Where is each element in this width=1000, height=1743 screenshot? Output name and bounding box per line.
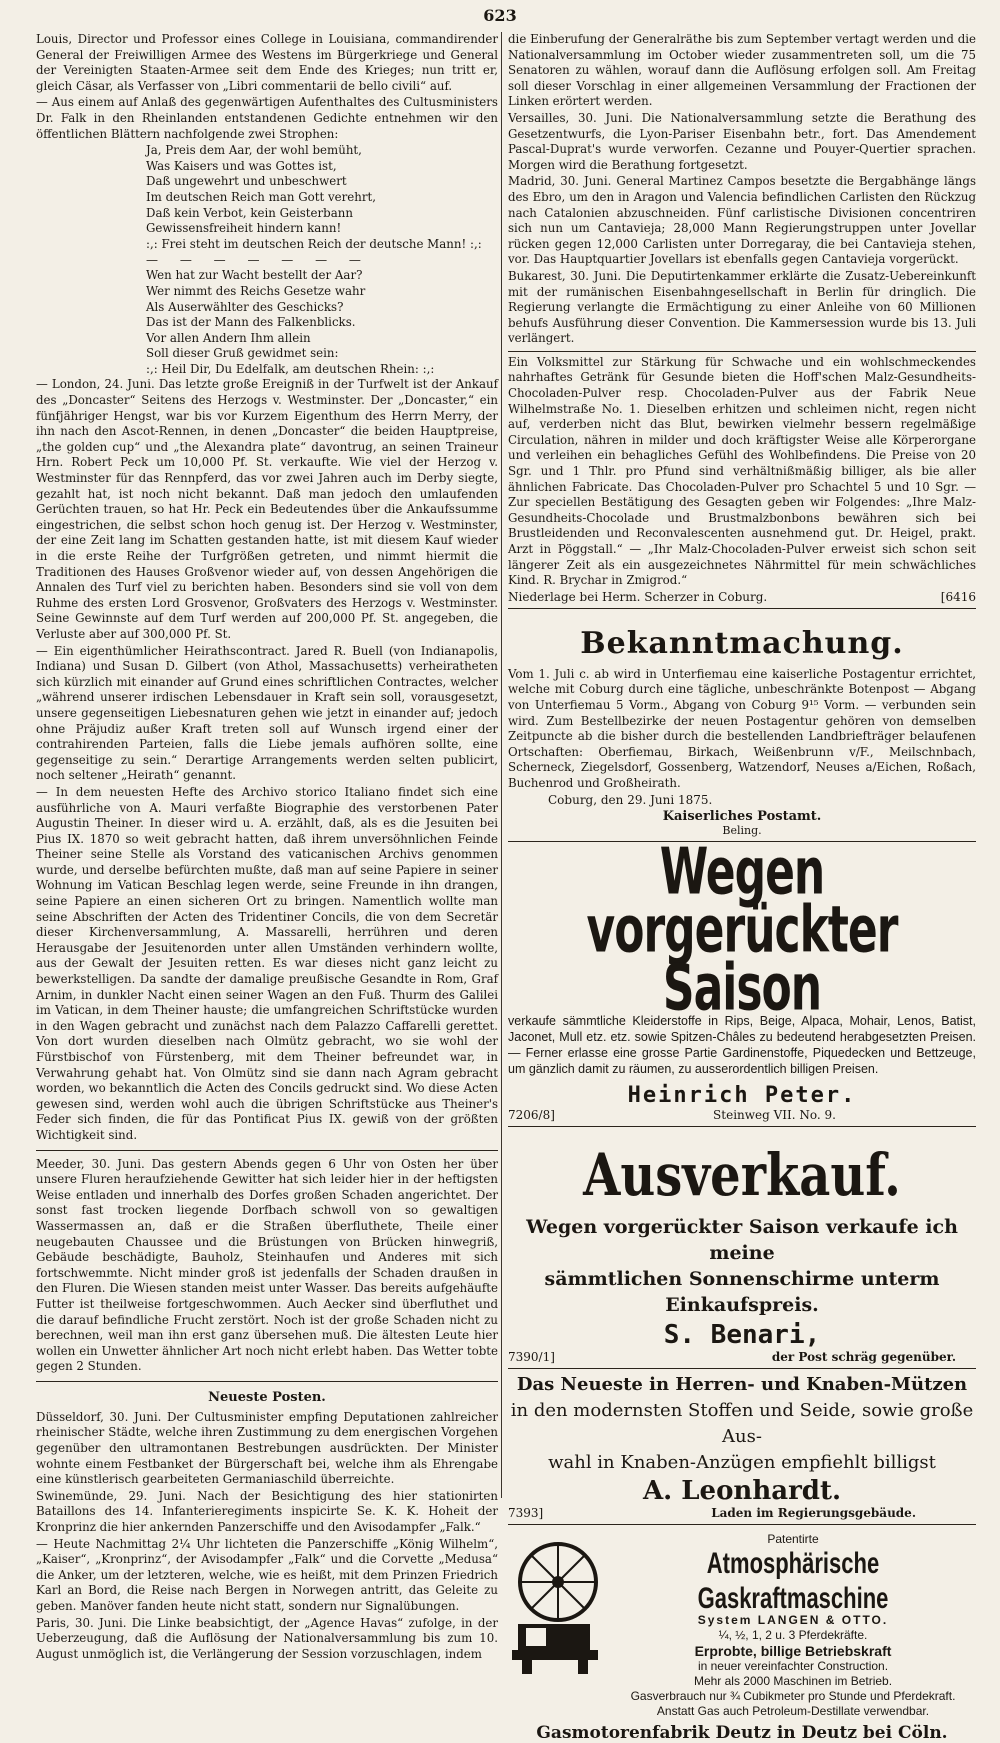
- section-heading-latest-news: Neueste Posten.: [208, 1389, 326, 1405]
- ad-headline: Wegen vorgerückter Saison: [586, 834, 898, 1025]
- ad-line: wahl in Knaben-Anzügen empfiehlt billigst: [548, 1451, 936, 1473]
- poem-separator: — — — — — — —: [146, 253, 370, 268]
- ad-firm-name: Heinrich Peter.: [627, 1082, 857, 1108]
- ad-line: Erprobte, billige Betriebskraft: [694, 1642, 892, 1659]
- ad-line: in den modernsten Stoffen und Seide, sowie große Aus-: [510, 1399, 974, 1447]
- ad-dealer: Niederlage bei Herm. Scherzer in Coburg.: [508, 589, 768, 604]
- gas-engine-icon: [508, 1532, 602, 1677]
- poem-line: Daß kein Verbot, kein Geisterbann: [146, 205, 353, 220]
- notice-date: Coburg, den 29. Juni 1875.: [548, 792, 713, 807]
- poem-line: Im deutschen Reich man Gott verehrt,: [146, 189, 376, 204]
- notice-title: Bekanntmachung.: [580, 625, 904, 661]
- poem-line: Wer nimmt des Reichs Gesetze wahr: [146, 283, 366, 298]
- ad-footer: [508, 1350, 976, 1364]
- poem-line: Als Auserwählter des Geschicks?: [146, 299, 344, 314]
- column-divider: [501, 32, 502, 1498]
- article-versailles: Versailles, 30. Juni. Die Nationalversammlung setzte die Berathung des Gesetzentwurfs, die Lyon-Pariser Eisenbahn betr., fort. Das Amendement Pascal-Duprat's wurde verworfen. Cezanne und Pouyer-Quertier sprachen. Morgen wird die Berathung fortgesetzt.: [508, 110, 976, 172]
- poem-line: Was Kaisers und was Gottes ist,: [146, 158, 337, 173]
- ad-address: Laden im Regierungsgebäude.: [711, 1505, 916, 1520]
- poem-line: :,: Heil Dir, Du Edelfalk, am deutschen Rhein: :,:: [146, 361, 435, 376]
- ad-footer: [508, 590, 976, 604]
- ad-subline: sämmtlichen Sonnenschirme unterm Einkaufspreis.: [544, 1267, 940, 1316]
- article-duesseldorf: Düsseldorf, 30. Juni. Der Cultusminister empfing Deputationen zahlreicher rheinischer Städte, welche ihren Zustimmung zu dem energischen Vorgehen gegenüber den ultramontanen Bestrebungen ausdrückten. Der Minister wohnte einem Festbanket der Bürgerschaft bei, welche ihm als Ehrengabe eine künstlerisch gearbeiteten Germaniaschild überreichte.: [36, 1409, 498, 1487]
- ad-heinrich-peter: [508, 834, 976, 1122]
- notice-text: Vom 1. Juli c. ab wird in Unterfiemau eine kaiserliche Postagentur errichtet, welche mit Coburg durch eine tägliche, unbeschränkte Botenpost — Abgang von Unterfiemau 5 Vorm., Abgang von Coburg 9¹⁵ Vorm. — verbunden sein wird. Zum Bestellbezirke der neuen Postagentur gehören von demselben Zeitpuncte ab die bisher durch die bestellenden Landbriefträger belaufenen Ortschaften: Oberfiemau, Birkach, Weißenbrunn v/F., Meilschnbach, Scherneck, Ziegelsdorf, Gossenberg, Watzendorf, Neuses a/Eichen, Roßach, Buchenrod und Großheirath.: [508, 666, 976, 790]
- ad-line: Anstatt Gas auch Petroleum-Destillate verwendbar.: [656, 1703, 930, 1718]
- ad-footer: [508, 1108, 976, 1122]
- divider: [36, 1381, 498, 1382]
- article-theiner: — In dem neuesten Hefte des Archivo storico Italiano findet sich eine ausführliche von A. Mauri verfaßte Biographie des verstorbenen Pater Augustin Theiner. In dieser wird u. A. erzählt, daß, als es die Jesuiten bei Pius IX. 1870 so weit gebracht hatten, daß ihrem unversöhnlichen Feinde Theiner seine Stelle als Vorstand des vaticanischen Archivs genommen wurde, und derselbe befürchten mußte, daß man auf seine Papiere in seiner Wohnung im Vatican Beschlag legen werde, seine Freunde in ihn drangen, seine Papiere an einen sicheren Ort zu bringen. Namentlich wollte man seine Abschriften der Acten des Tridentiner Concils, die von dem Secretär dieser Kirchenversammlung, A. Massarelli, herrühren und deren Herausgabe der Jesuitenorden unter allen Umständen verhindern wollte, aus der Gewalt der Jesuiten retten. Es war dieses nicht ganz leicht zu bewerkstelligen. Da sandte der damalige preußische Gesandte in Rom, Graf Arnim, in dunkler Nacht einen seiner Wagen an den Fuß. Thurm des Galilei im Vatican, in dem Theiner hauste; die umfangreichen Schriftstücke wurden in den Wagen gebracht und zunächst nach dem Palazzo Caffarelli gerettet. Von dort wurden dieselben nach Olmütz gebracht, wo sie wohl der Fürstbischof von Fürstenberg, mit dem Theiner befreundet war, in Verwahrung gehabt hat. Von Olmütz sind sie dann nach Agram gebracht worden, wo bekanntlich die Acten des Concils gedruckt sind. Wo diese Acten gewesen sind, werden wohl auch die übrigen Schriftstücke aus Theiner's Feder sich finden, die für das Pontificat Pius IX. gewiß von der größten Wichtigkeit sind.: [36, 784, 498, 1142]
- ad-firm-name: Gasmotorenfabrik Deutz in Deutz bei Cöln.: [536, 1722, 948, 1743]
- ad-firm-name: A. Leonhardt.: [642, 1475, 842, 1506]
- ad-line: in neuer vereinfachter Construction.: [697, 1658, 889, 1673]
- ad-line: Mehr als 2000 Maschinen im Betrieb.: [693, 1673, 893, 1688]
- notice-signature: Kaiserliches Postamt.: [662, 808, 822, 824]
- poem-stanza-2: [36, 268, 498, 377]
- notice-name: Beling.: [722, 823, 762, 837]
- article-swinemuende: Swinemünde, 29. Juni. Nach der Besichtigung des hier stationirten Bataillons des 14. Infanterieregiments inspicirte Se. K. K. Hoheit der Kronprinz die hier ankernden Panzerschiffe und den Avisodampfer „Falk.“: [36, 1488, 498, 1535]
- article-marriage-contract: — Ein eigenthümlicher Heirathscontract. Jared R. Buell (von Indianapolis, Indiana) und Susan D. Gilbert (von Athol, Massachusetts) verheiratheten sich kürzlich mit einander auf Grund eines schriftlichen Contractes, welcher „während unserer irdischen Lebensdauer in Kraft sein soll, vorausgesetzt, unsere gegenseitigen Liebesnaturen gehen wie jetzt in einander auf; jedoch ohne Präjudiz außer Kraft treten soll auf Wunsch irgend einer der contrahirenden Parteien, falls die Liebe jemals aufhören sollte, eine gegenseitige zu sein.“ Derartige Arrangements werden selten publicirt, noch seltener „Heirath“ genannt.: [36, 643, 498, 783]
- ad-number: 7390/1]: [508, 1349, 555, 1364]
- poem-line: :,: Frei steht im deutschen Reich der deutsche Mann! :,:: [146, 236, 482, 251]
- article-meeder: Meeder, 30. Juni. Das gestern Abends gegen 6 Uhr von Osten her über unsere Fluren heraufziehende Gewitter hat sich leider hier in der heftigsten Weise entladen und innerhalb des Dorfes großen Schaden angerichtet. Der sonst fast trocken liegende Dorfbach schwoll von so gewaltigen Wassermassen an, daß er die Straßen überfluthete, Theile einer neugebauten Chaussee und die Brüstungen von Brücken hinwegriß, Gebäude beschädigte, Bauholz, Steinhaufen und Anderes mit sich fortschwemmte. Nicht minder groß ist jedenfalls der Schaden draußen in den Fluren. Die Wiesen standen meist unter Wasser. Das bereits aufgehäufte Futter ist theilweise fortgeschwommen. Auch Aecker sind überfluthet und die darauf befindliche Frucht zerstört. Noch ist der große Schaden nicht zu berechnen, weil man ihn erst ganz übersehen muß. Die ältesten Leute hier wollen ein Unwetter ähnlicher Art noch nicht erlebt haben. Das Wetter tobte gegen 2 Stunden.: [36, 1156, 498, 1374]
- poem-line: Das ist der Mann des Falkenblicks.: [146, 315, 356, 330]
- article-paris: Paris, 30. Juni. Die Linke beabsichtigt, der „Agence Havas“ zufolge, in der Ueberzeugung, daß die Auflösung der Nationalversammlung bis zum 10. August unmöglich ist, die Verlängerung der Session vorzuschlagen, indem: [36, 1615, 498, 1661]
- ad-body: [508, 1532, 976, 1719]
- left-column: [36, 32, 498, 1661]
- ad-benari: [508, 1126, 976, 1364]
- ad-gas-engine: [508, 1524, 976, 1743]
- right-column: [508, 32, 976, 1743]
- article-louis: Louis, Director und Professor eines College in Louisiana, commandirender General der Freiwilligen Armee des Westens im Bürgerkriege und General der Vereinigten Staaten-Armee seit dem Ende des Krieges; nun tritt er, gleich Cäsar, als Verfasser von „Libri commentarii de bello civili“ auf.: [36, 32, 498, 93]
- poem-line: Soll dieser Gruß gewidmet sein:: [146, 346, 339, 361]
- ad-firm-name: S. Benari,: [663, 1319, 821, 1350]
- ad-address: der Post schräg gegenüber.: [771, 1349, 956, 1364]
- ad-number: [6416: [940, 589, 976, 604]
- ad-text-block: [610, 1532, 976, 1719]
- poem-line: Ja, Preis dem Aar, der wohl bemüht,: [146, 143, 362, 158]
- ad-number: 7206/8]: [508, 1107, 555, 1122]
- article-london-turf: — London, 24. Juni. Das letzte große Ereigniß in der Turfwelt ist der Ankauf des „Doncaster“ Seitens des Herzogs v. Westminster. Der „Doncaster,“ ein fünfjähriger Hengst, war bis vor Kurzem Eigenthum des Herrn Merry, der ihn nach den Ascot-Rennen, in denen „Doncaster“ die beiden Hauptpreise, „the golden cup“ und „the Alexandra plate“ davontrug, an seinen Traineur Hrn. Robert Peck um 10,000 Pf. St. verkaufte. Wie viel der Herzog v. Westminster für das Rennpferd, das vor zwei Jahren auch im Derby siegte, gezahlt hat, ist noch nicht bekannt. Daß man jedoch den umlaufenden Gerüchten trauen, so hat Hr. Peck ein Bedeutendes über die Ankaufssumme eingestrichen, die selbst schon hoch genug ist. Der Herzog v. Westminster, der eine Zeit lang im Schatten gestanden hatte, ist mit diesem Kauf wieder in die erste Reihe der Turfgrößen getreten, und nimmt hiermit die Traditionen des Hauses Großvenor wieder auf, von dessen Angehörigen die Annalen des Turf viel zu berichten haben. Besonders sind sie voll von dem Ruhme des ersten Lord Grosvenor, Großvaters des Herzogs v. Westminster. Seine Gewinnste auf dem Turf werden auf 200,000 Pf. St. angegeben, die Verluste aber auf 300,000 Pf. St.: [36, 377, 498, 641]
- poem-line: Wen hat zur Wacht bestellt der Aar?: [146, 268, 363, 283]
- article-warships: — Heute Nachmittag 2¼ Uhr lichteten die Panzerschiffe „König Wilhelm“, „Kaiser“, „Kronprinz“, der Avisodampfer „Falk“ und die Corvette „Medusa“ die Anker, um der letzteren, welche, wie es heißt, mit dem Prinzen Friedrich Karl an Bord, die Reise nach Bergen in Norwegen antritt, das Geleite zu geben. Manöver fanden heute nicht statt, sondern nur Signalübungen.: [36, 1536, 498, 1613]
- page-number: 623: [483, 6, 517, 25]
- ad-leonhardt: [508, 1368, 976, 1520]
- ad-subline: Wegen vorgerückter Saison verkaufe ich meine: [526, 1215, 958, 1264]
- poem-line: Daß ungewehrt und unbeschwert: [146, 174, 347, 189]
- ad-headline: Atmosphärische Gaskraftmaschine: [697, 1545, 889, 1615]
- ad-number: 7393]: [508, 1505, 544, 1520]
- article-madrid: Madrid, 30. Juni. General Martinez Campos besetzte die Bergabhänge längs des Ebro, um den in Aragon und Valencia befindlichen Carlisten den Rückzug nach Catalonien abzuschneiden. Fünf carlistische Divisionen concentriren sich nun um Cantavieja; 28,000 Mann Regierungstruppen unter Jovellar rücken gegen 12,000 Carlisten unter Dorregaray, die bei Cantavieja stehen, vor. Das Hauptquartier Jovellars ist ebenfalls gegen Cantavieja vorgerückt.: [508, 174, 976, 267]
- ad-text: Ein Volksmittel zur Stärkung für Schwache und ein wohlschmeckendes nahrhaftes Getränk für Gesunde bieten die Hoff'schen Malz-Gesundheits-Chocoladen-Pulver resp. Chocoladen-Pulver aus der Fabrik Neue Wilhelmstraße No. 1. Dieselben erhitzen und schleimen nicht, regen nicht auf, verderben nicht das Blut, bewirken vielmehr bessern regelmäßige Circulation, nähren in milder und doch kräftigster Weise alle Körperorgane und verleihen ein behagliches Gefühl des Wohlbefindens. Die Preise von 20 Sgr. und 1 Thlr. pro Pfund sind verhältnißmäßig billiger, als bie aller ähnlichen Fabricate. Das Chocoladen-Pulver pro Schachtel 5 und 10 Sgr. — Zur speciellen Bestätigung des Gesagten geben wir Folgendes: „Ihre Malz-Gesundheits-Chocolade und Brustmalzbonbons bewähren sich bei Brustleidenden und Reconvalescenten ausnehmend gut. Dr. Heigel, prakt. Arzt in Pöggstall.“ — „Ihr Malz-Chocoladen-Pulver erweist sich schon seit längerer Zeit als ein ausgezeichnetes Nährmittel für mein schwächliches Kind. R. Brychar in Zmigrod.“: [508, 354, 976, 588]
- article-bukarest: Bukarest, 30. Juni. Die Deputirtenkammer erklärte die Zusatz-Uebereinkunft mit der rumänischen Eisenbahngesellschaft in Berlin für dringlich. Die Regierung verlangte die Ermächtigung zu einer Anleihe von 60 Millionen behufs Ausführung dieser Convention. Die Kammersession wurde bis 13. Juli verlängert.: [508, 268, 976, 346]
- ad-line: System LANGEN & OTTO.: [697, 1612, 889, 1627]
- ad-line: ¼, ½, 1, 2 u. 3 Pferdekräfte.: [718, 1627, 868, 1642]
- ad-line: Das Neueste in Herren- und Knaben-Mützen: [516, 1373, 968, 1395]
- poem-line: Vor allen Andern Ihm allein: [146, 330, 311, 345]
- ad-text: verkaufe sämmtliche Kleiderstoffe in Rips, Beige, Alpaca, Mohair, Lenos, Batist, Jaconet, Mull etz. etz. sowie Spitzen-Châles zu bedeutend herabgesetzten Preisen. — Ferner erlasse eine grosse Partie Gardinenstoffe, Piquedecken und Bettzeuge, um gänzlich damit zu räumen, zu ausserordentlich billigen Preisen.: [508, 1013, 976, 1076]
- poem-line: Gewissensfreiheit hindern kann!: [146, 221, 342, 236]
- ad-headline: Ausverkauf.: [583, 1141, 901, 1210]
- divider: [36, 1150, 498, 1151]
- ad-line: Gasverbrauch nur ¾ Cubikmeter pro Stunde und Pferdekraft.: [630, 1688, 956, 1703]
- ad-address: Steinweg VII. No. 9.: [713, 1107, 836, 1122]
- notice-post-office: [508, 608, 976, 837]
- ad-hoff-chocolate: [508, 351, 976, 604]
- ad-line: Patentirte: [767, 1531, 819, 1546]
- article-paris-continued: die Einberufung der Generalräthe bis zum September vertagt werden und die Nationalversammlung im October wieder zusammentreten soll, um die 75 Senatoren zu wählen, worauf dann die Auflösung erfolgen soll. Am Freitag soll dieser Vorschlag in einer allgemeinen Versammlung der Fractionen der Linken erörtert werden.: [508, 32, 976, 109]
- article-falk-intro: — Aus einem auf Anlaß des gegenwärtigen Aufenthaltes des Cultusministers Dr. Falk in den Rheinlanden entstandenen Gedichte entnehmen wir den öffentlichen Blättern nachfolgende zwei Strophen:: [36, 95, 498, 141]
- ad-footer: [508, 1506, 976, 1520]
- poem-stanza-1: [36, 143, 498, 252]
